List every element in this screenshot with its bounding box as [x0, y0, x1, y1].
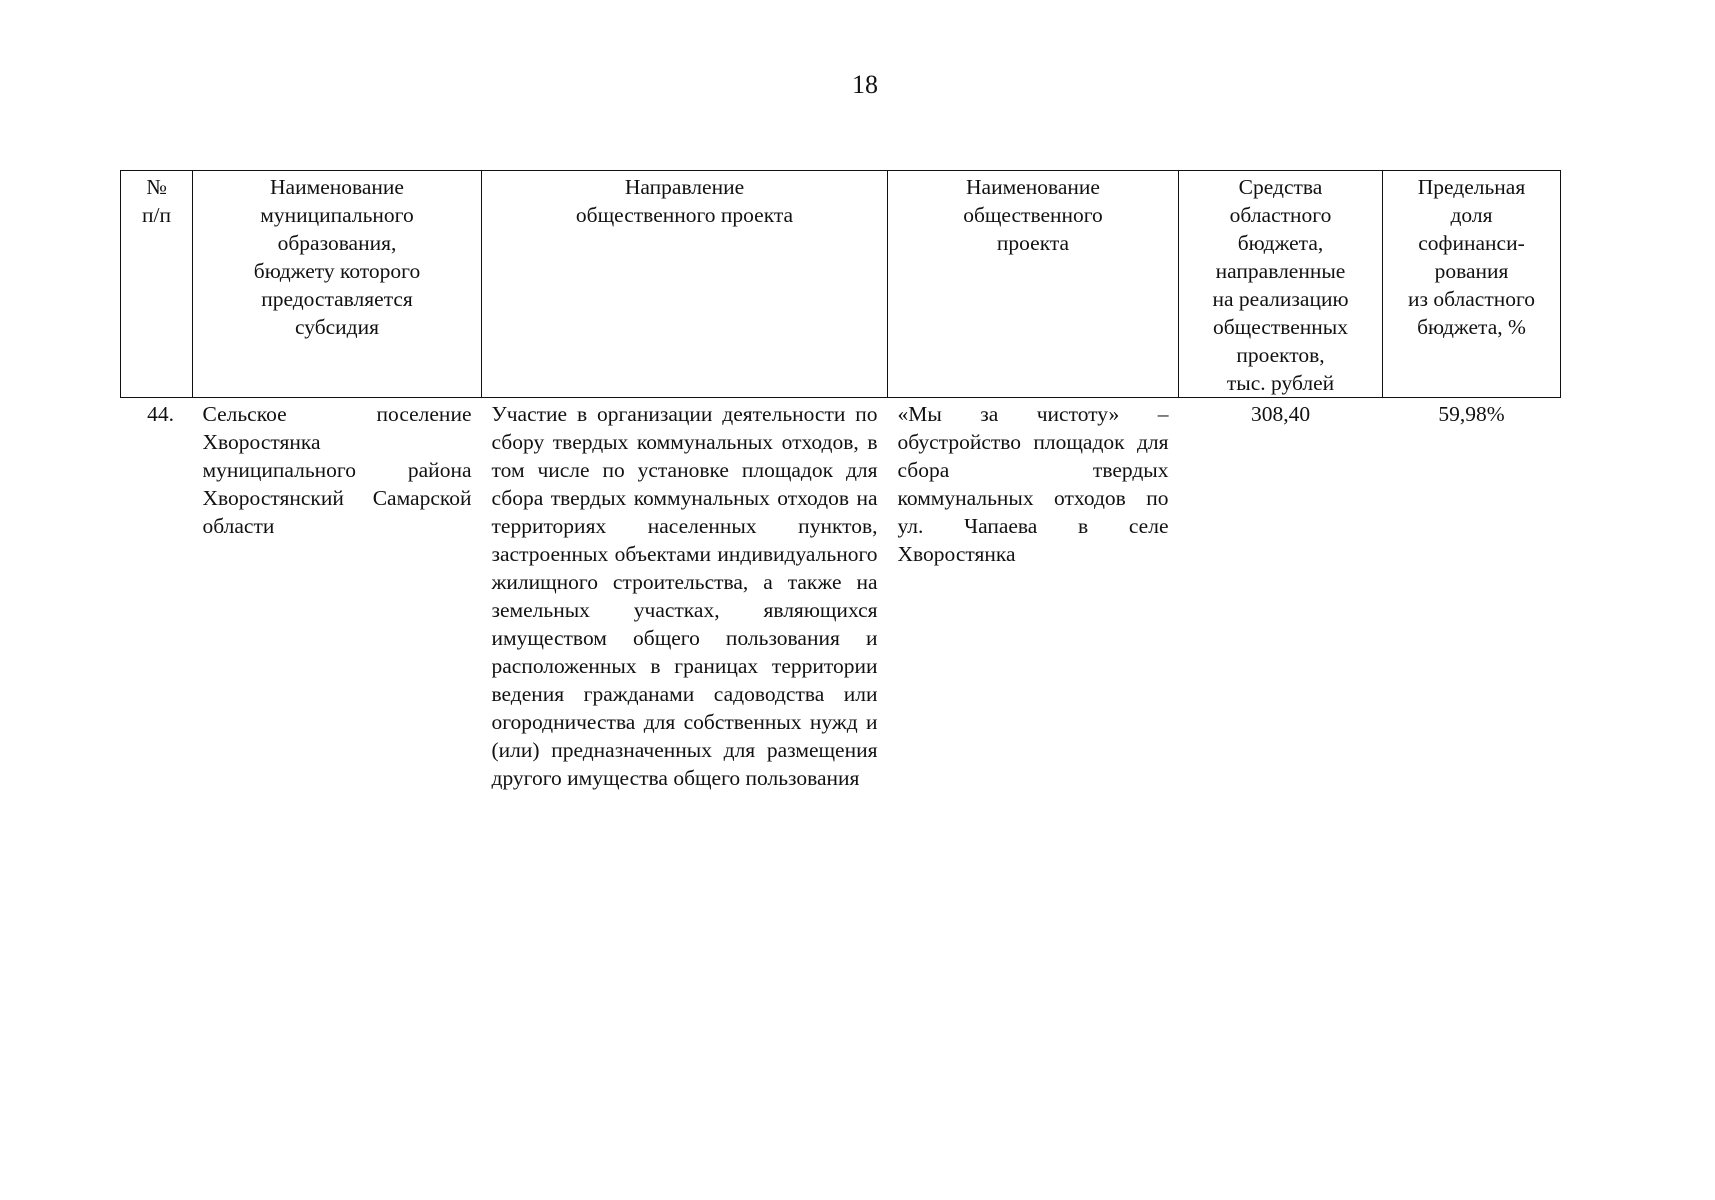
row-project-name: «Мы за чистоту» – обустройство площадок для сбора твердых коммунальных отходов по ул. Чапаева в селе Хворостянка: [897, 402, 1169, 566]
header-share: Предельная доля софинанси- рования из областного бюджета, %: [1383, 171, 1561, 398]
row-share: 59,98%: [1438, 402, 1505, 426]
header-project-name: Наименование общественного проекта: [888, 171, 1179, 398]
table-row: [121, 398, 1561, 793]
row-number: 44.: [147, 402, 174, 426]
row-direction: Участие в организации деятельности по сбору твердых коммунальных отходов, в том числе по установке площадок для сбора твердых коммунальных отходов на территориях населенных пунктов, застроенных объектами индивидуального жилищного строительства, а также на земельных участках, являющихся имуществом общего пользования и расположенных в границах территории ведения гражданами садоводства или огородничества для собственных нужд и (или) предназначенных для размещения другого имущества общего пользования: [491, 402, 878, 790]
header-direction: Направление общественного проекта: [482, 171, 888, 398]
subsidy-table: [120, 170, 1561, 792]
page-number: 18: [852, 70, 878, 99]
header-funds: Средства областного бюджета, направленные на реализацию общественных проектов, тыс. рублей: [1179, 171, 1383, 398]
table-header-row: [121, 171, 1561, 398]
header-municipality: Наименование муниципального образования, бюджету которого предоставляется субсидия: [193, 171, 482, 398]
header-number: № п/п: [121, 171, 193, 398]
row-funds: 308,40: [1250, 402, 1311, 426]
row-municipality: Сельское поселение Хворостянка муниципального района Хворостянский Самарской области: [202, 402, 472, 538]
